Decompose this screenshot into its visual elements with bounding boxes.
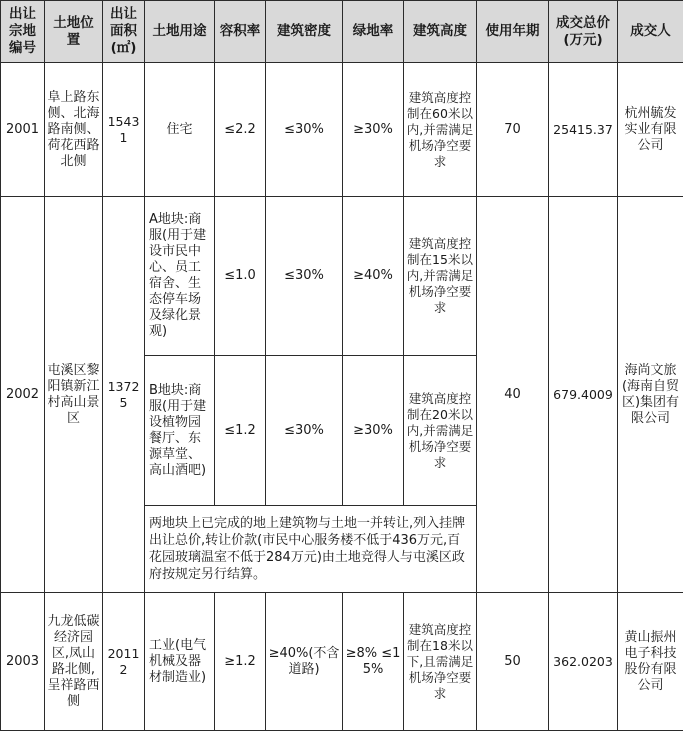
cell-far-block-a: ≤1.0	[215, 197, 266, 356]
header-buyer: 成交人	[618, 1, 683, 63]
cell-green-block-b: ≥30%	[343, 356, 404, 506]
cell-height: 建筑高度控制在60米以内,并需满足机场净空要求	[404, 63, 477, 197]
cell-area: 20112	[103, 593, 145, 731]
cell-years: 70	[477, 63, 549, 197]
cell-far: ≥1.2	[215, 593, 266, 731]
cell-green: ≥30%	[343, 63, 404, 197]
cell-buyer: 海尚文旅(海南自贸区)集团有限公司	[618, 197, 683, 593]
cell-id: 2001	[1, 63, 45, 197]
header-id: 出让宗地编号	[1, 1, 45, 63]
cell-density: ≥40%(不含道路)	[266, 593, 343, 731]
cell-far: ≤2.2	[215, 63, 266, 197]
cell-use-block-a: A地块:商服(用于建设市民中心、员工宿舍、生态停车场及绿化景观)	[145, 197, 215, 356]
table-row	[1, 593, 683, 731]
cell-price: 679.4009	[549, 197, 618, 593]
header-density: 建筑密度	[266, 1, 343, 63]
header-far: 容积率	[215, 1, 266, 63]
cell-area: 13725	[103, 197, 145, 593]
cell-id: 2003	[1, 593, 45, 731]
cell-density: ≤30%	[266, 63, 343, 197]
cell-note: 两地块上已完成的地上建筑物与土地一并转让,列入挂牌出让总价,转让价款(市民中心服务楼不低于436万元,百花园玻璃温室不低于284万元)由土地竞得人与屯溪区政府按规定另行结算。	[145, 506, 477, 593]
cell-green-block-a: ≥40%	[343, 197, 404, 356]
cell-use: 住宅	[145, 63, 215, 197]
cell-height-block-a: 建筑高度控制在15米以内,并需满足机场净空要求	[404, 197, 477, 356]
cell-years: 40	[477, 197, 549, 593]
cell-use-block-b: B地块:商服(用于建设植物园餐厅、东源草堂、高山酒吧)	[145, 356, 215, 506]
cell-far-block-b: ≤1.2	[215, 356, 266, 506]
cell-location: 阜上路东侧、北海路南侧、荷花西路北侧	[45, 63, 103, 197]
header-price: 成交总价(万元)	[549, 1, 618, 63]
cell-green: ≥8% ≤15%	[343, 593, 404, 731]
cell-buyer: 杭州毓发实业有限公司	[618, 63, 683, 197]
cell-density-block-b: ≤30%	[266, 356, 343, 506]
table-row	[1, 63, 683, 197]
cell-height: 建筑高度控制在18米以下,且需满足机场净空要求	[404, 593, 477, 731]
header-row	[1, 1, 683, 63]
cell-use: 工业(电气机械及器材制造业)	[145, 593, 215, 731]
cell-location: 屯溪区黎阳镇新江村高山景区	[45, 197, 103, 593]
header-location: 土地位置	[45, 1, 103, 63]
cell-price: 362.0203	[549, 593, 618, 731]
header-use: 土地用途	[145, 1, 215, 63]
cell-height-block-b: 建筑高度控制在20米以内,并需满足机场净空要求	[404, 356, 477, 506]
cell-area: 15431	[103, 63, 145, 197]
header-years: 使用年期	[477, 1, 549, 63]
cell-buyer: 黄山振州电子科技股份有限公司	[618, 593, 683, 731]
cell-id: 2002	[1, 197, 45, 593]
table-row	[1, 197, 683, 356]
cell-price: 25415.37	[549, 63, 618, 197]
cell-location: 九龙低碳经济园区,凤山路北侧,呈祥路西侧	[45, 593, 103, 731]
cell-density-block-a: ≤30%	[266, 197, 343, 356]
header-green: 绿地率	[343, 1, 404, 63]
header-height: 建筑高度	[404, 1, 477, 63]
header-area: 出让面积(㎡)	[103, 1, 145, 63]
cell-years: 50	[477, 593, 549, 731]
